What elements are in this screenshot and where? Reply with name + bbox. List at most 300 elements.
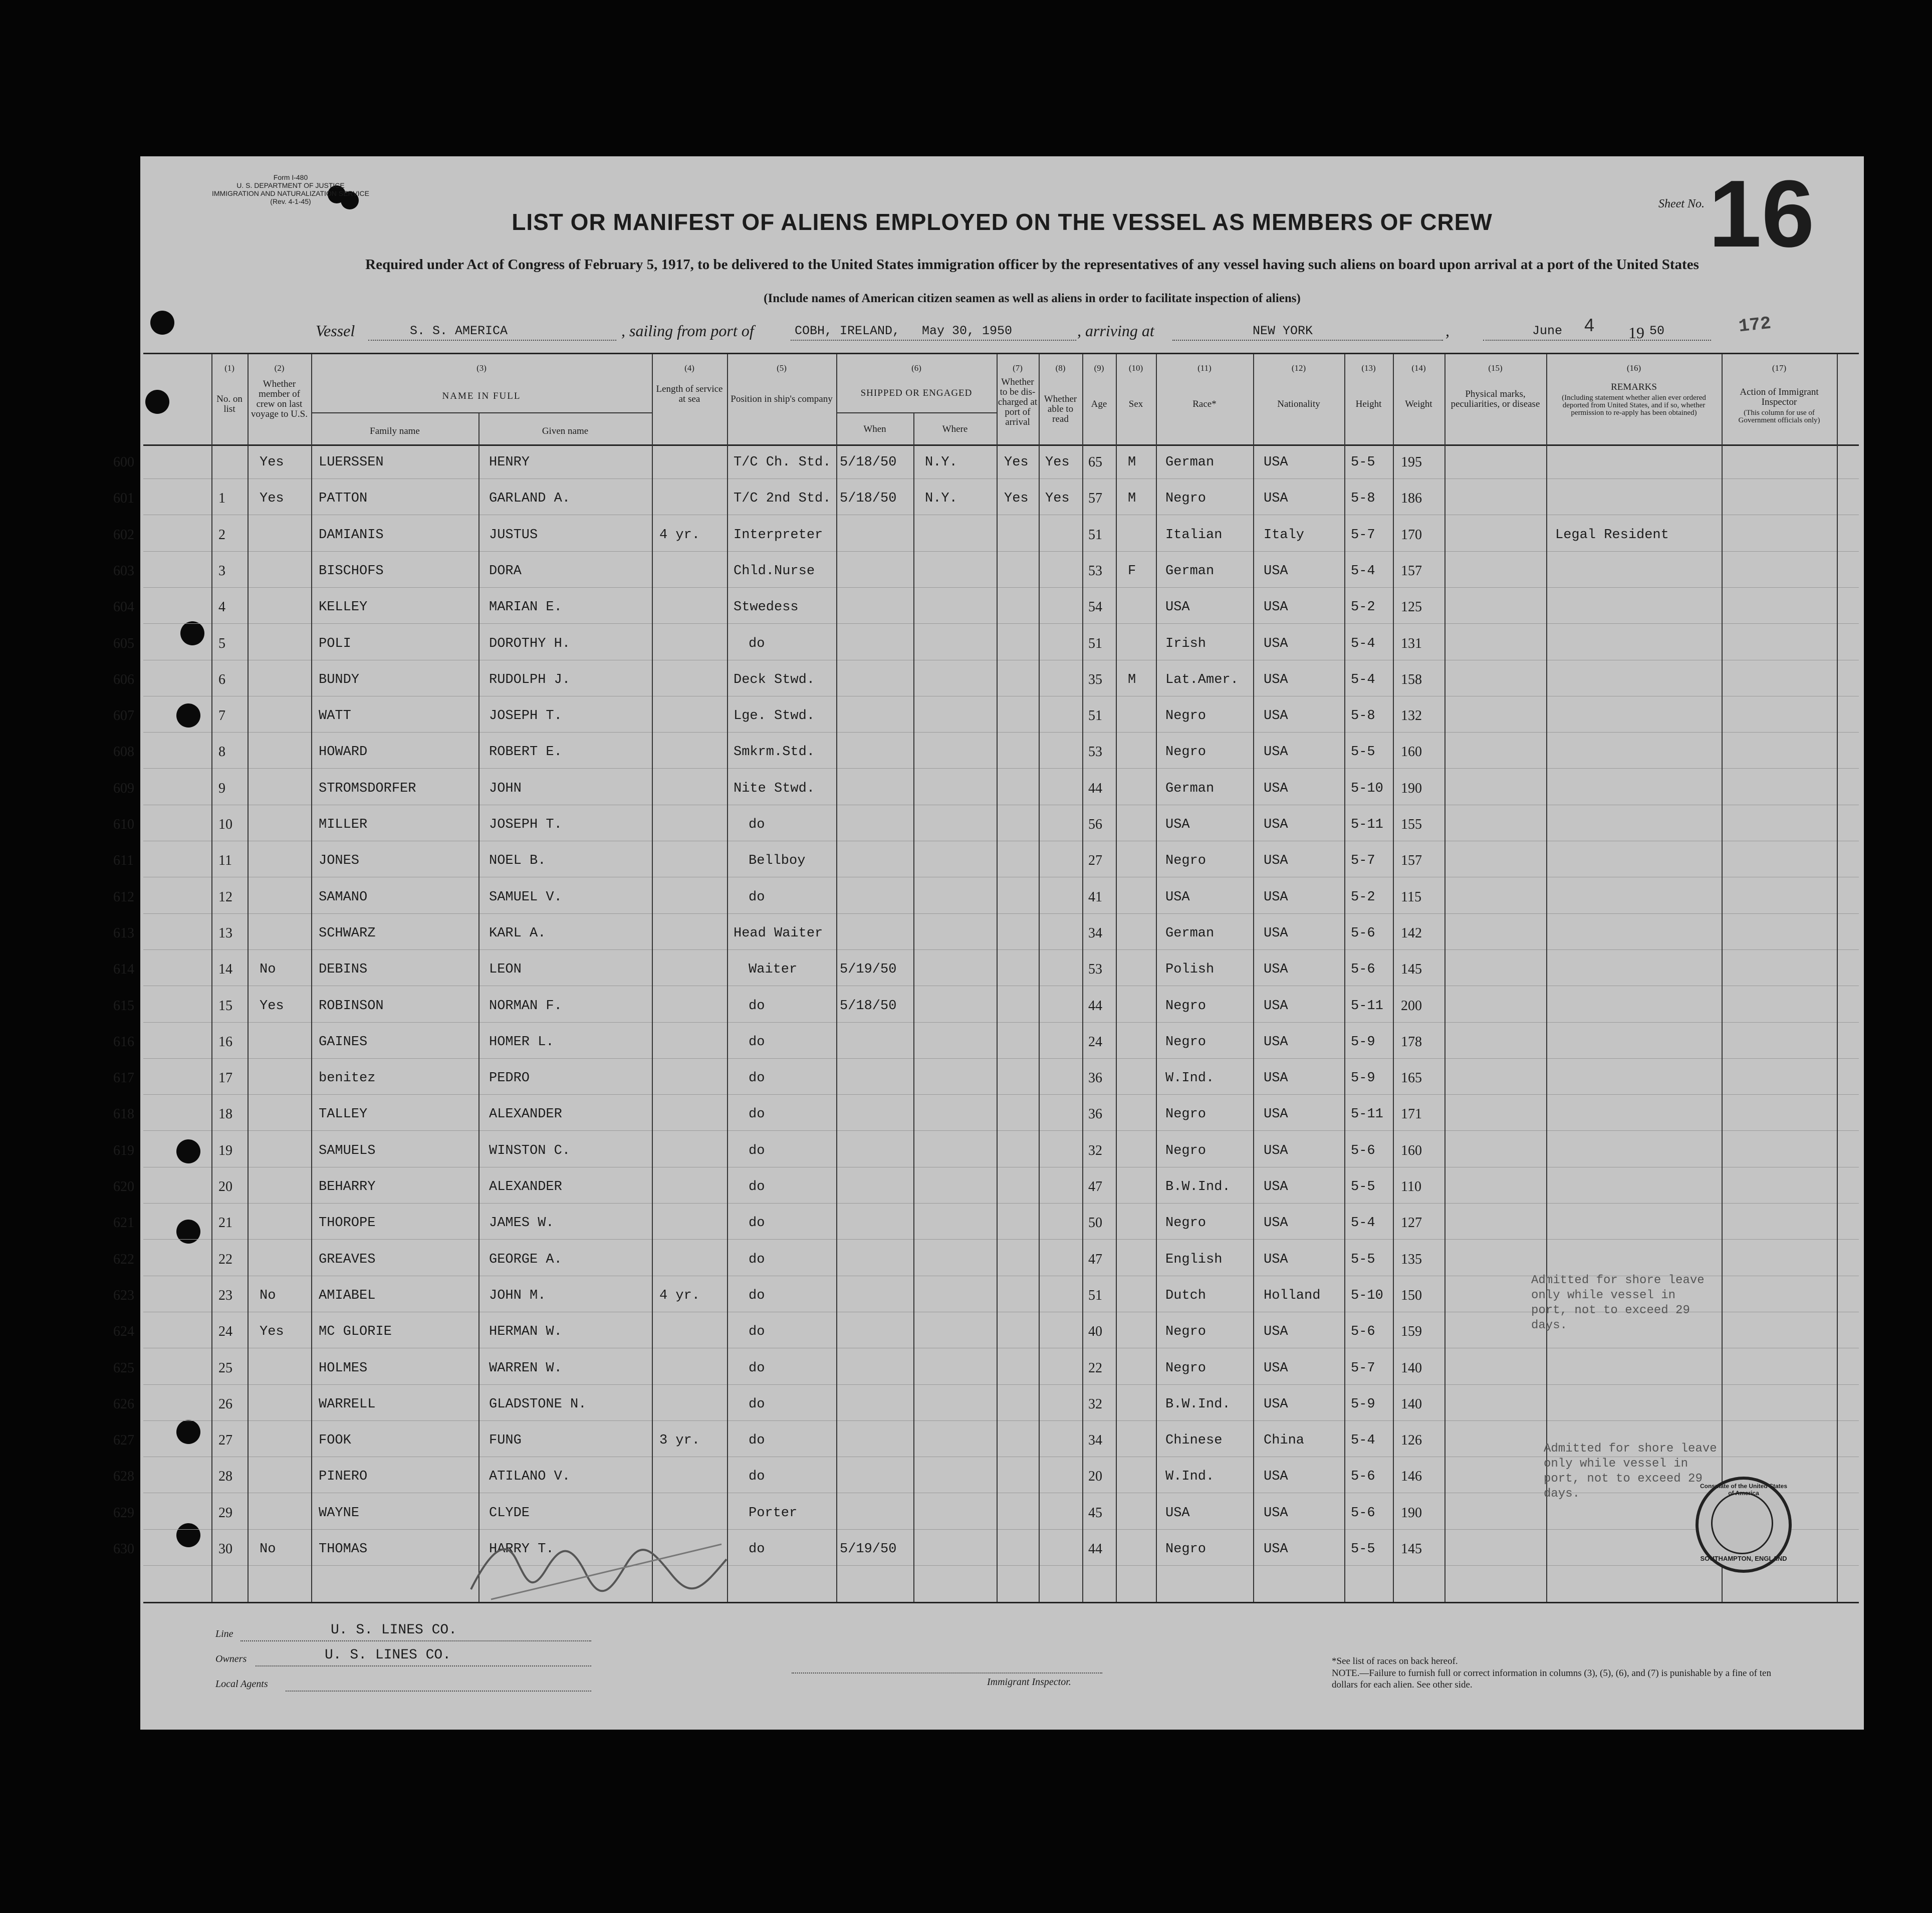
- row-race: German: [1165, 455, 1215, 470]
- row-age: 57: [1088, 491, 1102, 507]
- row-position: do: [749, 817, 765, 832]
- consulate-seal: [1696, 1477, 1792, 1573]
- row-age: 51: [1088, 1287, 1102, 1303]
- row-race: Polish: [1165, 962, 1215, 978]
- row-height: 5-8: [1351, 491, 1375, 507]
- row-weight: 190: [1401, 1505, 1422, 1521]
- owners-value: U. S. LINES CO.: [325, 1647, 451, 1663]
- col-num-11: (11): [1197, 363, 1212, 373]
- row-family-name: POLI: [319, 636, 351, 651]
- row-nationality: USA: [1264, 1034, 1288, 1050]
- row-race: Negro: [1165, 745, 1206, 760]
- row-family-name: MC GLORIE: [319, 1324, 392, 1340]
- row-rule: [143, 551, 1859, 552]
- penalty-note: NOTE.—Failure to furnish full or correct information in columns (3), (5), (6), and (7) is punishable by a fine of ten dollars for each alien. See other side.: [1332, 1668, 1771, 1690]
- row-age: 27: [1088, 853, 1102, 869]
- sailing-date: May 30, 1950: [922, 324, 1013, 338]
- eagle-emblem-icon: [1711, 1492, 1773, 1554]
- row-age: 51: [1088, 708, 1102, 724]
- row-given-name: HARRY T.: [489, 1542, 554, 1557]
- row-family-name: JONES: [319, 853, 360, 869]
- row-weight: 171: [1401, 1106, 1422, 1122]
- col-num-3: (3): [476, 363, 487, 373]
- row-line-number: 608: [113, 744, 134, 760]
- row-length-of-service: 3 yr.: [659, 1433, 700, 1449]
- header-discharged: Whether to be dis-charged at port of arrival: [998, 377, 1038, 427]
- col-num-14: (14): [1411, 363, 1426, 373]
- row-list-number: 11: [218, 853, 232, 869]
- row-line-number: 603: [113, 563, 134, 579]
- header-family-name: Family name: [370, 426, 420, 436]
- row-race: B.W.Ind.: [1165, 1179, 1231, 1194]
- row-line-number: 613: [113, 925, 134, 941]
- row-position: do: [749, 1071, 765, 1086]
- row-line-number: 604: [113, 599, 134, 615]
- row-weight: 165: [1401, 1070, 1422, 1086]
- document-title: LIST OR MANIFEST OF ALIENS EMPLOYED ON THE VESSEL AS MEMBERS OF CREW: [512, 209, 1493, 235]
- header-crew-last-voyage: Whether member of crew on last voyage to U.S.: [251, 379, 308, 419]
- row-list-number: 29: [218, 1505, 232, 1521]
- row-family-name: LUERSSEN: [319, 455, 384, 470]
- row-crew-last-voyage: Yes: [260, 1324, 284, 1340]
- row-shipped-where: N.Y.: [925, 491, 957, 507]
- row-family-name: BEHARRY: [319, 1179, 376, 1194]
- row-list-number: 27: [218, 1432, 232, 1449]
- row-given-name: JOHN: [489, 781, 522, 796]
- row-list-number: 22: [218, 1251, 232, 1267]
- row-height: 5-10: [1351, 1288, 1383, 1303]
- row-discharged: Yes: [1004, 455, 1029, 470]
- row-given-name: JUSTUS: [489, 527, 538, 543]
- header-age: Age: [1091, 399, 1107, 409]
- row-length-of-service: 4 yr.: [659, 527, 700, 543]
- header-when: When: [863, 424, 886, 434]
- row-crew-last-voyage: No: [260, 1542, 276, 1557]
- stamped-remark-holland: Admitted for shore leave only while vessel in port, not to exceed 29 days.: [1531, 1274, 1705, 1332]
- row-nationality: Holland: [1264, 1288, 1321, 1303]
- row-height: 5-7: [1351, 1360, 1375, 1376]
- row-nationality: USA: [1264, 889, 1288, 905]
- row-height: 5-4: [1351, 636, 1375, 651]
- row-height: 5-6: [1351, 1469, 1375, 1485]
- form-service: IMMIGRATION AND NATURALIZATION SERVICE: [212, 189, 369, 197]
- row-age: 20: [1088, 1469, 1102, 1485]
- row-given-name: WINSTON C.: [489, 1143, 571, 1158]
- row-list-number: 20: [218, 1179, 232, 1194]
- row-given-name: WARREN W.: [489, 1360, 562, 1376]
- row-crew-last-voyage: No: [260, 1288, 276, 1303]
- row-position: do: [749, 1216, 765, 1231]
- row-family-name: TALLEY: [319, 1107, 368, 1122]
- row-height: 5-5: [1351, 1252, 1375, 1267]
- row-nationality: USA: [1264, 1179, 1288, 1194]
- row-rule: [143, 623, 1859, 624]
- row-family-name: THOROPE: [319, 1216, 376, 1231]
- row-line-number: 626: [113, 1396, 134, 1412]
- row-weight: 145: [1401, 1541, 1422, 1557]
- row-family-name: SAMUELS: [319, 1143, 376, 1158]
- row-height: 5-9: [1351, 1034, 1375, 1050]
- row-list-number: 24: [218, 1324, 232, 1340]
- vessel-name: S. S. AMERICA: [410, 324, 508, 338]
- row-weight: 195: [1401, 454, 1422, 470]
- row-height: 5-2: [1351, 600, 1375, 615]
- row-position: Smkrm.Std.: [734, 745, 815, 760]
- row-weight: 150: [1401, 1287, 1422, 1303]
- row-nationality: USA: [1264, 1542, 1288, 1557]
- row-age: 36: [1088, 1106, 1102, 1122]
- row-line-number: 602: [113, 527, 134, 543]
- row-list-number: 15: [218, 998, 232, 1014]
- row-position: do: [749, 1433, 765, 1449]
- row-family-name: PATTON: [319, 491, 368, 507]
- row-list-number: 10: [218, 817, 232, 832]
- row-given-name: PEDRO: [489, 1071, 530, 1086]
- row-weight: 131: [1401, 635, 1422, 651]
- row-rule: [143, 1384, 1859, 1385]
- manifest-sheet: [113, 156, 1864, 1730]
- row-given-name: MARIAN E.: [489, 600, 562, 615]
- row-race: Negro: [1165, 1107, 1206, 1122]
- row-given-name: JOHN M.: [489, 1288, 546, 1303]
- row-age: 51: [1088, 527, 1102, 543]
- row-age: 54: [1088, 599, 1102, 615]
- row-height: 5-4: [1351, 563, 1375, 579]
- vessel-label: Vessel: [316, 322, 355, 340]
- row-race: Dutch: [1165, 1288, 1206, 1303]
- row-weight: 140: [1401, 1396, 1422, 1412]
- row-given-name: ATILANO V.: [489, 1469, 571, 1485]
- row-shipped-where: N.Y.: [925, 455, 957, 470]
- row-line-number: 629: [113, 1505, 134, 1521]
- row-weight: 178: [1401, 1034, 1422, 1050]
- row-position: do: [749, 1034, 765, 1050]
- row-list-number: 4: [218, 599, 225, 615]
- row-age: 40: [1088, 1324, 1102, 1340]
- row-given-name: SAMUEL V.: [489, 889, 562, 905]
- row-list-number: 3: [218, 563, 225, 579]
- row-height: 5-7: [1351, 853, 1375, 869]
- row-line-number: 610: [113, 817, 134, 832]
- row-line-number: 620: [113, 1179, 134, 1194]
- row-line-number: 612: [113, 889, 134, 905]
- line-value: U. S. LINES CO.: [331, 1622, 457, 1638]
- row-position: Deck Stwd.: [734, 672, 815, 687]
- row-nationality: USA: [1264, 1469, 1288, 1485]
- row-position: do: [749, 1252, 765, 1267]
- row-position: Porter: [749, 1505, 798, 1521]
- col-num-10: (10): [1128, 363, 1143, 373]
- row-race: Negro: [1165, 1034, 1206, 1050]
- row-age: 34: [1088, 1432, 1102, 1449]
- row-list-number: 1: [218, 491, 225, 507]
- col-num-2: (2): [274, 363, 285, 373]
- row-able-to-read: Yes: [1045, 455, 1070, 470]
- seal-text-bottom: SOUTHAMPTON, ENGLAND: [1700, 1555, 1787, 1562]
- voyage-row: Vessel S. S. AMERICA , sailing from port of COBH, IRELAND, May 30, 1950 , arriving at NEW YORK , June 4 19 50 172: [316, 313, 1772, 342]
- row-family-name: KELLEY: [319, 600, 368, 615]
- document-subtitle: Required under Act of Congress of February 5, 1917, to be delivered to the United States immigration officer by the representatives of any vessel having such aliens on board upon arrival at a port of the United States: [365, 257, 1699, 273]
- row-position: Interpreter: [734, 527, 823, 543]
- row-given-name: RUDOLPH J.: [489, 672, 571, 687]
- row-weight: 160: [1401, 744, 1422, 760]
- owners-label: Owners: [215, 1653, 247, 1664]
- row-weight: 135: [1401, 1251, 1422, 1267]
- row-position: do: [749, 889, 765, 905]
- row-rule: [143, 732, 1859, 733]
- row-nationality: USA: [1264, 853, 1288, 869]
- row-position: do: [749, 1179, 765, 1194]
- row-rule: [143, 1420, 1859, 1421]
- row-family-name: SAMANO: [319, 889, 368, 905]
- row-race: English: [1165, 1252, 1223, 1267]
- row-list-number: 26: [218, 1396, 232, 1412]
- row-race: Chinese: [1165, 1433, 1223, 1449]
- row-age: 47: [1088, 1251, 1102, 1267]
- row-crew-last-voyage: Yes: [260, 455, 284, 470]
- row-age: 53: [1088, 744, 1102, 760]
- row-list-number: 7: [218, 708, 225, 724]
- row-list-number: 25: [218, 1360, 232, 1376]
- row-nationality: USA: [1264, 1216, 1288, 1231]
- row-line-number: 624: [113, 1324, 134, 1340]
- row-race: USA: [1165, 600, 1190, 615]
- row-sex: M: [1128, 491, 1136, 507]
- row-age: 44: [1088, 1541, 1102, 1557]
- row-family-name: FOOK: [319, 1433, 351, 1449]
- row-line-number: 628: [113, 1469, 134, 1485]
- row-list-number: 14: [218, 962, 232, 978]
- row-list-number: 21: [218, 1215, 232, 1231]
- row-race: Negro: [1165, 1216, 1206, 1231]
- row-weight: 115: [1401, 889, 1421, 905]
- seal-text-top: Consulate of the United States of America: [1700, 1483, 1788, 1497]
- row-list-number: 2: [218, 527, 225, 543]
- row-position: do: [749, 1288, 765, 1303]
- row-given-name: GLADSTONE N.: [489, 1396, 587, 1412]
- row-family-name: PINERO: [319, 1469, 368, 1485]
- row-nationality: USA: [1264, 636, 1288, 651]
- row-height: 5-8: [1351, 708, 1375, 724]
- row-given-name: DORA: [489, 563, 522, 579]
- row-list-number: 5: [218, 635, 225, 651]
- row-nationality: USA: [1264, 1143, 1288, 1158]
- row-weight: 186: [1401, 491, 1422, 507]
- row-remarks: Legal Resident: [1555, 527, 1669, 543]
- row-position: do: [749, 636, 765, 651]
- row-race: German: [1165, 925, 1215, 941]
- row-height: 5-4: [1351, 672, 1375, 687]
- row-age: 53: [1088, 563, 1102, 579]
- row-height: 5-4: [1351, 1433, 1375, 1449]
- arriving-label: , arriving at: [1077, 322, 1154, 340]
- row-height: 5-5: [1351, 455, 1375, 470]
- col-num-4: (4): [684, 363, 694, 373]
- row-given-name: NORMAN F.: [489, 998, 562, 1014]
- row-nationality: USA: [1264, 491, 1288, 507]
- row-position: do: [749, 1324, 765, 1340]
- row-rule: [143, 913, 1859, 914]
- col-num-12: (12): [1291, 363, 1306, 373]
- row-family-name: ROBINSON: [319, 998, 384, 1014]
- row-weight: 146: [1401, 1469, 1422, 1485]
- row-position: do: [749, 1107, 765, 1122]
- row-rule: [143, 1239, 1859, 1240]
- header-sex: Sex: [1128, 399, 1143, 409]
- form-number: Form I-480: [273, 173, 308, 181]
- row-height: 5-5: [1351, 745, 1375, 760]
- row-rule: [143, 1058, 1859, 1059]
- row-family-name: BISCHOFS: [319, 563, 384, 579]
- row-age: 35: [1088, 671, 1102, 687]
- header-inspector-action: Action of Immigrant Inspector: [1740, 387, 1819, 407]
- row-height: 5-9: [1351, 1396, 1375, 1412]
- row-position: Bellboy: [749, 853, 806, 869]
- row-given-name: JOSEPH T.: [489, 817, 562, 832]
- row-age: 24: [1088, 1034, 1102, 1050]
- row-weight: 157: [1401, 563, 1422, 579]
- row-race: USA: [1165, 889, 1190, 905]
- row-given-name: CLYDE: [489, 1505, 530, 1521]
- row-given-name: HENRY: [489, 455, 530, 470]
- form-id-block: [200, 173, 381, 205]
- header-position: Position in ship's company: [731, 394, 833, 404]
- row-line-number: 630: [113, 1541, 134, 1557]
- row-weight: 145: [1401, 962, 1422, 978]
- row-race: USA: [1165, 1505, 1190, 1521]
- row-age: 44: [1088, 998, 1102, 1014]
- row-age: 65: [1088, 454, 1102, 470]
- row-shipped-when: 5/18/50: [840, 491, 897, 507]
- row-age: 36: [1088, 1070, 1102, 1086]
- departure-port: COBH, IRELAND,: [795, 324, 900, 338]
- row-race: W.Ind.: [1165, 1071, 1215, 1086]
- row-weight: 158: [1401, 671, 1422, 687]
- row-family-name: AMIABEL: [319, 1288, 376, 1303]
- row-crew-last-voyage: Yes: [260, 491, 284, 507]
- row-shipped-when: 5/18/50: [840, 455, 897, 470]
- row-position: Lge. Stwd.: [734, 708, 815, 724]
- row-position: T/C 2nd Std.: [734, 491, 831, 507]
- row-family-name: WATT: [319, 708, 351, 724]
- row-list-number: 6: [218, 671, 225, 687]
- row-given-name: DOROTHY H.: [489, 636, 571, 651]
- header-remarks: REMARKS: [1611, 382, 1657, 392]
- row-race: Negro: [1165, 853, 1206, 869]
- row-shipped-when: 5/19/50: [840, 1542, 897, 1557]
- form-revision: (Rev. 4-1-45): [270, 197, 311, 205]
- row-position: T/C Ch. Std.: [734, 455, 831, 470]
- row-nationality: USA: [1264, 1396, 1288, 1412]
- inspector-label: Immigrant Inspector.: [987, 1677, 1071, 1688]
- col-num-13: (13): [1361, 363, 1376, 373]
- row-shipped-when: 5/18/50: [840, 998, 897, 1014]
- row-race: Negro: [1165, 1542, 1206, 1557]
- row-family-name: GAINES: [319, 1034, 368, 1050]
- row-line-number: 622: [113, 1251, 134, 1267]
- row-nationality: USA: [1264, 962, 1288, 978]
- row-discharged: Yes: [1004, 491, 1029, 507]
- row-family-name: benitez: [319, 1071, 376, 1086]
- row-line-number: 611: [113, 853, 134, 869]
- row-weight: 127: [1401, 1215, 1422, 1231]
- row-given-name: KARL A.: [489, 925, 546, 941]
- row-age: 45: [1088, 1505, 1102, 1521]
- row-weight: 159: [1401, 1324, 1422, 1340]
- row-weight: 200: [1401, 998, 1422, 1014]
- row-race: Negro: [1165, 1324, 1206, 1340]
- row-age: 50: [1088, 1215, 1102, 1231]
- row-list-number: 17: [218, 1070, 232, 1086]
- col-num-17: (17): [1772, 363, 1787, 373]
- header-given-name: Given name: [542, 426, 589, 436]
- row-rule: [143, 1565, 1859, 1566]
- row-crew-last-voyage: Yes: [260, 998, 284, 1014]
- row-position: Chld.Nurse: [734, 563, 815, 579]
- row-family-name: DAMIANIS: [319, 527, 384, 543]
- row-position: do: [749, 998, 765, 1014]
- row-list-number: 30: [218, 1541, 232, 1557]
- header-height: Height: [1355, 399, 1382, 409]
- row-line-number: 616: [113, 1034, 134, 1050]
- col-num-15: (15): [1488, 363, 1503, 373]
- row-list-number: 8: [218, 744, 225, 760]
- row-age: 32: [1088, 1142, 1102, 1158]
- col-num-8: (8): [1055, 363, 1066, 373]
- row-race: German: [1165, 563, 1215, 579]
- row-position: Waiter: [749, 962, 798, 978]
- row-nationality: USA: [1264, 1071, 1288, 1086]
- row-given-name: ROBERT E.: [489, 745, 562, 760]
- row-weight: 190: [1401, 780, 1422, 796]
- row-height: 5-6: [1351, 1324, 1375, 1340]
- row-race: Negro: [1165, 998, 1206, 1014]
- row-height: 5-6: [1351, 962, 1375, 978]
- row-line-number: 600: [113, 454, 134, 470]
- row-family-name: MILLER: [319, 817, 368, 832]
- row-weight: 110: [1401, 1179, 1421, 1194]
- stamped-remark-china: Admitted for shore leave only while vessel in port, not to exceed 29 days.: [1544, 1442, 1717, 1501]
- row-race: Irish: [1165, 636, 1206, 651]
- row-rule: [143, 768, 1859, 769]
- row-given-name: HERMAN W.: [489, 1324, 562, 1340]
- arrival-month: June: [1532, 324, 1563, 338]
- row-age: 22: [1088, 1360, 1102, 1376]
- row-given-name: JAMES W.: [489, 1216, 554, 1231]
- row-crew-last-voyage: No: [260, 962, 276, 978]
- row-line-number: 623: [113, 1287, 134, 1303]
- row-race: Negro: [1165, 491, 1206, 507]
- arrival-port: NEW YORK: [1253, 324, 1313, 338]
- row-position: do: [749, 1360, 765, 1376]
- row-weight: 157: [1401, 853, 1422, 869]
- row-rule: [143, 1094, 1859, 1095]
- row-race: USA: [1165, 817, 1190, 832]
- row-weight: 160: [1401, 1142, 1422, 1158]
- local-agents-label: Local Agents: [215, 1679, 268, 1690]
- row-shipped-when: 5/19/50: [840, 962, 897, 978]
- row-line-number: 614: [113, 962, 134, 978]
- row-height: 5-6: [1351, 925, 1375, 941]
- sheet-number: 16: [1709, 161, 1815, 267]
- col-num-7: (7): [1013, 363, 1023, 373]
- document-subtitle-note: (Include names of American citizen seamen as well as aliens in order to facilitate inspection of aliens): [764, 292, 1301, 305]
- row-given-name: ALEXANDER: [489, 1179, 562, 1194]
- row-race: B.W.Ind.: [1165, 1396, 1231, 1412]
- row-position: Head Waiter: [734, 925, 823, 941]
- header-nationality: Nationality: [1277, 399, 1320, 409]
- row-line-number: 619: [113, 1142, 134, 1158]
